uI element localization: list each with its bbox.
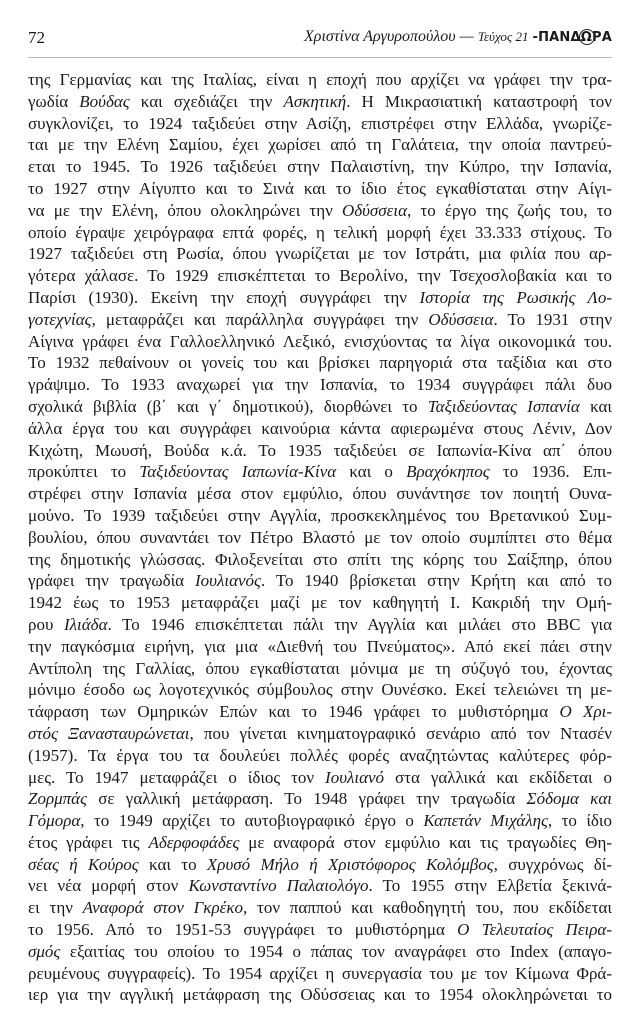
text-line <box>28 875 612 897</box>
italic-title-text: Χρυσό Μήλο ή Χριστόφορος Κολόμβος <box>206 854 494 874</box>
text-segment: , το έργο της ζωής του, το <box>407 200 612 220</box>
text-segment: και <box>579 396 612 416</box>
text-line <box>28 243 612 265</box>
text-line <box>28 483 612 505</box>
author-name: Χριστίνα Αργυροπούλου — <box>304 28 474 45</box>
text-segment: εξαιτίας του οποίου το 1954 ο πάπας τον αναγράφει στο Index (απαγο- <box>60 941 612 961</box>
header-rule <box>28 57 612 58</box>
italic-title-text: Ιλιάδα <box>64 614 108 634</box>
text-line <box>28 222 612 244</box>
journal-logo <box>532 30 612 45</box>
text-segment: και σχεδιάζει την <box>129 91 284 111</box>
text-segment: Αντίπολη της Γαλλίας, όπου εγκαθίσταται μόνιμα με τη σύζυγό του, έχοντας <box>28 658 612 678</box>
running-header <box>28 28 612 52</box>
italic-title-text: Οδύσσεια <box>341 200 408 220</box>
text-segment: γότερα χάλασε. Το 1929 επισκέπτεται το Βερολίνο, την Τσεχοσλοβακία και το <box>28 266 612 286</box>
italic-title-text: γοτεχνίας <box>28 309 92 329</box>
text-line <box>28 309 612 331</box>
italic-title-text: Αδερφοφάδες <box>148 832 240 852</box>
text-segment: ρου <box>28 614 64 634</box>
text-line <box>28 91 612 113</box>
text-line <box>28 636 612 658</box>
text-line <box>28 984 612 1006</box>
text-segment: γωδία <box>28 91 80 111</box>
text-segment: συγκλονίζει, το 1924 ταξιδεύει στην Ασίζη, επιστρέφει στην Ελλάδα, γνωρίζε- <box>28 113 612 133</box>
text-segment: μες. Το 1947 μεταφράζει ο ίδιος τον <box>28 767 326 787</box>
text-segment: στα γαλλικά και εκδίδεται ο <box>384 767 612 787</box>
italic-title-text: Ιουλιανός <box>195 571 261 591</box>
text-line <box>28 396 612 418</box>
italic-title-text: Ο Χρι- <box>559 702 612 722</box>
journal-name: -ΠΑΝΔΩΡΑ <box>532 30 612 45</box>
text-segment: μούνο. Το 1939 ταξιδεύει στην Αγγλία, προσκεκλημένος του Βρετανικού Συμ- <box>28 505 612 525</box>
italic-title-text: σμός <box>28 941 61 961</box>
text-line <box>28 963 612 985</box>
text-segment: ιερ για την αγγλική μετάφραση της Οδύσσειας και το 1954 ολοκληρώνεται το <box>28 985 612 1005</box>
italic-title-text: Κωνσταντίνο Παλαιολόγο <box>188 876 369 896</box>
text-line <box>28 200 612 222</box>
text-line <box>28 658 612 680</box>
italic-title-text: Ζορμπάς <box>28 789 87 809</box>
text-segment: ει την <box>28 898 83 918</box>
text-segment: μόνιμο έσοδο ως λογοτεχνικός σύμβουλος στην Ουνέσκο. Εκεί τελειώνει τη με- <box>28 680 612 700</box>
text-line <box>28 832 612 854</box>
text-segment: , το 1949 αρχίζει το αυτοβιογραφικό έργο ο <box>80 811 424 831</box>
text-segment: την παγκόσμια ειρήνη, για μια «Διεθνή του Πνεύματος». Από εκεί πάει στην <box>28 636 612 656</box>
text-segment: σε γαλλική μετάφραση. Το 1948 γράφει την τραγωδία <box>87 789 527 809</box>
italic-title-text: Ταξιδεύοντας Ιαπωνία-Κίνα <box>139 462 337 482</box>
text-segment: σχολικά βιβλία (β΄ και γ΄ δημοτικού), διορθώνει το <box>28 396 428 416</box>
italic-title-text: Ιουλιανό <box>325 767 385 787</box>
text-segment: με αναφορά στον εμφύλιο και τις τραγωδίες Θη- <box>239 832 613 852</box>
italic-title-text: στός Ξανασταυρώνεται <box>28 723 190 743</box>
text-line <box>28 374 612 396</box>
text-line <box>28 788 612 810</box>
text-segment: γράφει την τραγωδία <box>28 571 196 591</box>
text-segment: και το <box>138 854 207 874</box>
text-line <box>28 570 612 592</box>
text-segment: ρευμένους συγγραφείς). Το 1954 αρχίζει η συνεργασία του με τον Κίμωνα Φρά- <box>28 963 612 983</box>
text-line <box>28 897 612 919</box>
text-line <box>28 592 612 614</box>
text-segment: , μεταφράζει και παράλληλα συγγράφει την <box>91 309 429 329</box>
text-line <box>28 745 612 767</box>
text-line <box>28 287 612 309</box>
text-line <box>28 178 612 200</box>
text-segment: . Το 1946 επισκέπτεται πάλι την Αγγλία και μιλάει στο BBC για <box>107 614 613 634</box>
text-segment: Παρίσι (1930). Εκείνη την εποχή συγγράφει την <box>28 287 420 307</box>
text-segment: . Το 1955 στην Ελβετία ξεκινά- <box>368 876 612 896</box>
text-line <box>28 614 612 636</box>
text-segment: , τον παππού και καθοδηγητή του, που εκδίδεται <box>242 898 612 918</box>
text-segment: της Γερμανίας και της Ιταλίας, είναι η εποχή που αρχίζει να γράφει την τρα- <box>28 70 612 89</box>
text-line <box>28 352 612 374</box>
text-segment: , συγχρόνως δί- <box>493 854 613 874</box>
text-segment: στρέφει στην Ισπανία μέσα στον εμφύλιο, όπου συνάντησε τον ποιητή Ουνα- <box>28 484 612 504</box>
text-segment: το 1936. Επι- <box>489 462 612 482</box>
body-text <box>28 69 612 1006</box>
text-segment: εται το 1945. Το 1926 ταξιδεύει στην Παλαιστίνη, την Κύπρο, την Ισπανία, <box>28 157 612 177</box>
text-line <box>28 527 612 549</box>
italic-title-text: Ταξιδεύοντας Ισπανία <box>427 396 580 416</box>
text-line <box>28 418 612 440</box>
text-line <box>28 701 612 723</box>
text-line <box>28 854 612 876</box>
italic-title-text: Αναφορά στον Γκρέκο <box>82 898 243 918</box>
text-segment: Το 1932 πεθαίνουν οι γονείς του και βρίσκει παρηγοριά στα ταξίδια και στο <box>28 353 612 373</box>
text-line <box>28 113 612 135</box>
text-segment: νει νέα μορφή στον <box>28 876 189 896</box>
text-segment: το 1956. Από το 1951-53 συγγράφει το μυθιστόρημα <box>28 920 458 940</box>
italic-title-text: Ασκητική <box>283 91 347 111</box>
issue-number: Τεύχος 21 <box>477 29 529 44</box>
text-line <box>28 723 612 745</box>
italic-title-text: Βούδας <box>79 91 130 111</box>
text-line <box>28 331 612 353</box>
text-segment: Αίγινα γράφει ένα Γαλλοελληνικό Λεξικό, ενισχύοντας τα λίγα οικονομικά του. <box>28 331 612 351</box>
text-line <box>28 810 612 832</box>
text-segment: 1927 ταξιδεύει στη Ρωσία, όπου γνωρίζεται με τον Ιστράτι, μια φιλία που αρ- <box>28 244 612 264</box>
italic-title-text: Σόδομα και <box>526 789 612 809</box>
text-line <box>28 156 612 178</box>
running-title <box>304 28 612 46</box>
text-line <box>28 440 612 462</box>
text-segment: , το ίδιο <box>547 811 612 831</box>
text-segment: προκύπτει το <box>28 462 140 482</box>
text-segment: 1942 έως το 1953 μεταφράζει μαζί με τον καθηγητή Ι. Κακριδή την Ομή- <box>28 593 612 613</box>
italic-title-text: Ο Τελευταίος Πειρα- <box>457 920 612 940</box>
text-segment: να με την Ελένη, όπου ολοκληρώνει την <box>28 200 342 220</box>
italic-title-text: Ιστορία της Ρωσικής Λο- <box>419 287 612 307</box>
text-line <box>28 134 612 156</box>
text-segment: . Η Μικρασιατική καταστροφή τον <box>346 91 612 111</box>
text-line <box>28 919 612 941</box>
text-segment: βουλίου, όπου συναντάει τον Πέτρο Βλαστό με τον οποίο συμπίπτει στο θέμα <box>28 527 612 547</box>
text-segment: . Το 1931 στην <box>493 309 612 329</box>
text-segment: και ο <box>336 462 407 482</box>
text-segment: οποίο έγραψε χειρόγραφα επτά φορές, η τελική μορφή έχει 33.333 στίχους. Το <box>28 222 612 242</box>
italic-title-text: Καπετάν Μιχάλης <box>423 811 548 831</box>
text-segment: . Το 1940 βρίσκεται στην Κρήτη και από το <box>260 571 612 591</box>
text-line <box>28 549 612 571</box>
italic-title-text: Γόμορα <box>28 811 81 831</box>
text-segment: ται με την Ελένη Σαμίου, έχει χωρίσει από τη Γαλάτεια, την οποία παντρεύ- <box>28 135 612 155</box>
text-segment: της δημοτικής γλώσσας. Φιλοξενείται στο σπίτι της κόρης του Σαίξπηρ, όπου <box>28 549 612 569</box>
text-segment: τάφραση των Ομηρικών Επών και το 1946 γράφει το μυθιστόρημα <box>28 702 560 722</box>
text-line <box>28 505 612 527</box>
italic-title-text: Οδύσσεια <box>428 309 494 329</box>
text-line <box>28 679 612 701</box>
text-line <box>28 265 612 287</box>
text-segment: το 1927 στην Αίγυπτο και το Σινά και το ίδιο έτος εγκαθίσταται στην Αίγι- <box>28 178 612 198</box>
text-line <box>28 767 612 789</box>
italic-title-text: σέας ή Κούρος <box>28 854 139 874</box>
text-line <box>28 461 612 483</box>
text-segment: (1957). Τα έργα του τα δουλεύει πολλές φορές αναζητώντας καλύτερες φόρ- <box>28 745 612 765</box>
text-segment: γράψιμο. Το 1933 αναχωρεί για την Ισπανία, το 1934 συγγράφει πάλι δυο <box>28 375 612 395</box>
text-segment: άλλα έργα του και συγγράφει καινούρια κάντα αφιερωμένα στους Λένιν, Δον <box>28 418 612 438</box>
text-segment: έτος γράφει τις <box>28 832 149 852</box>
text-line <box>28 941 612 963</box>
text-segment: Κιχώτη, Μωυσή, Βούδα κ.ά. Το 1935 ταξιδεύει σε Ιαπωνία-Κίνα απ΄ όπου <box>28 440 612 460</box>
text-segment: , που γίνεται κινηματογραφικό σενάριο από τον Ντασέν <box>189 723 612 743</box>
page-number: 72 <box>28 28 45 47</box>
text-line <box>28 69 612 91</box>
italic-title-text: Βραχόκηπος <box>406 462 490 482</box>
